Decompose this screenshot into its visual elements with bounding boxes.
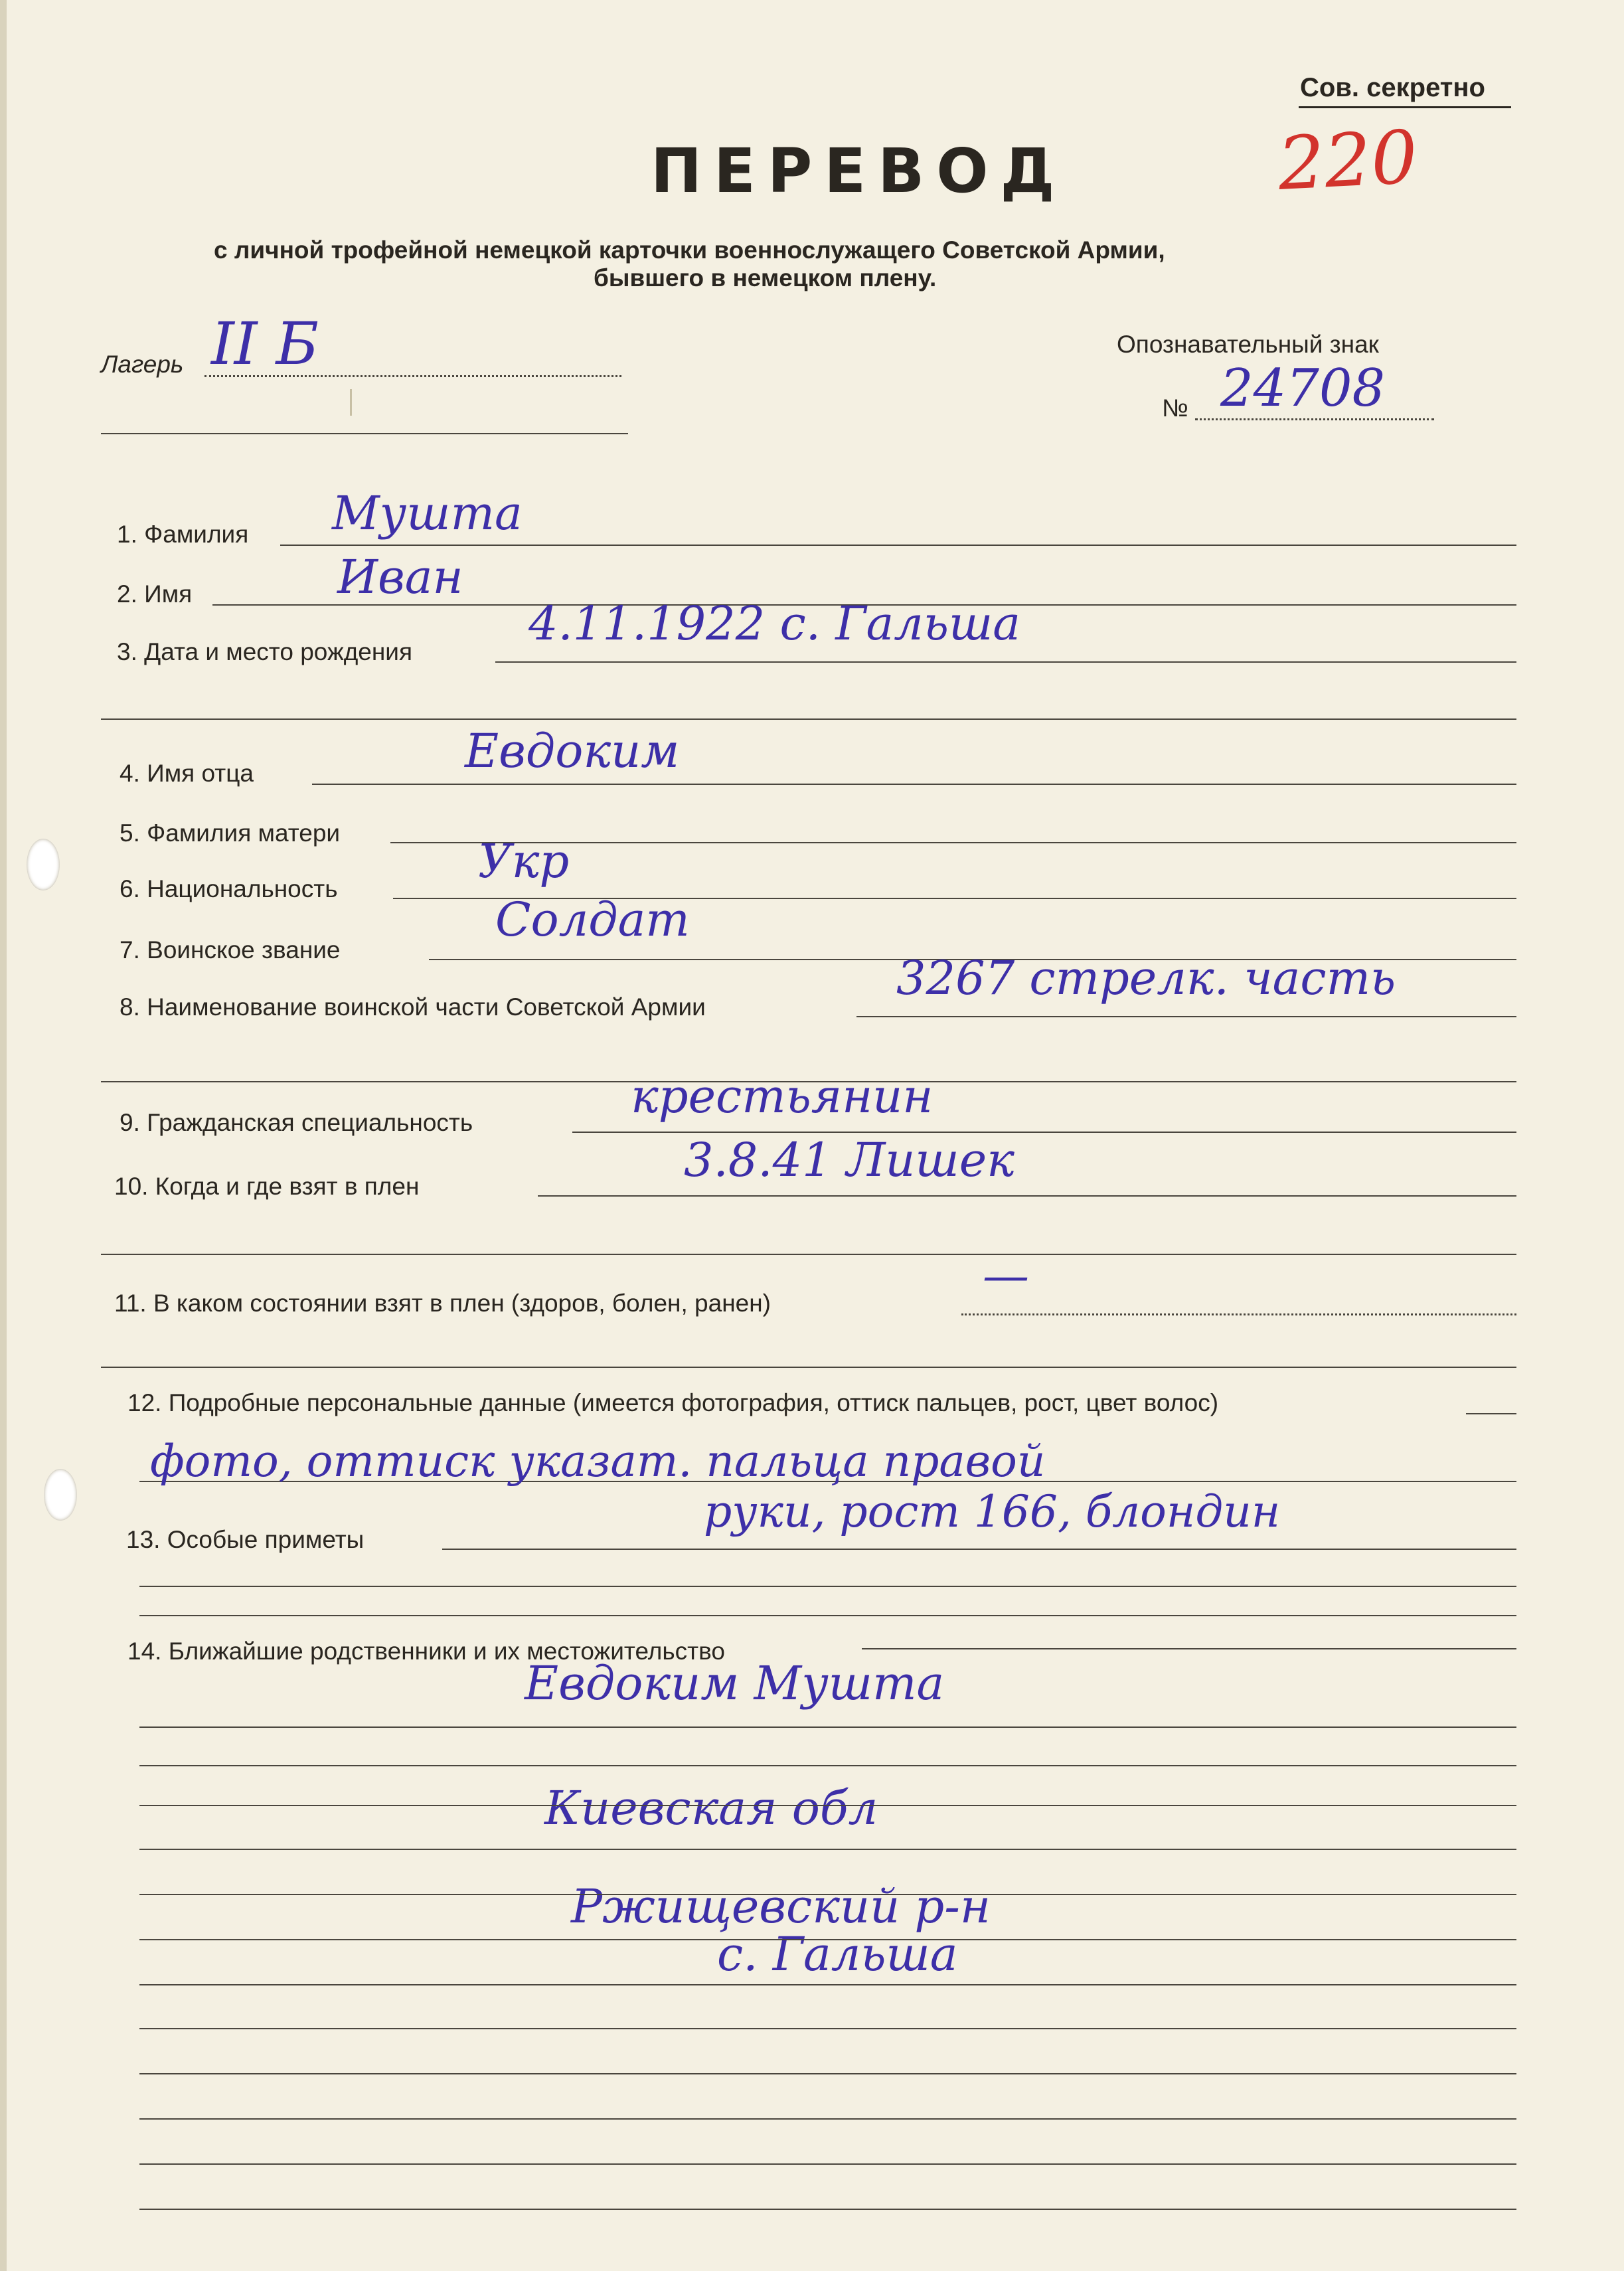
field-11-label: 11. В каком состоянии взят в плен (здоров, болен, ранен) [114,1290,771,1317]
field-13-extra-line-1 [139,1586,1516,1587]
camp-value: II Б [211,309,319,378]
field-8-label: 8. Наименование воинской части Советской Армии [120,993,706,1021]
field-1-label: 1. Фамилия [117,521,249,548]
field-11-extra-line [101,1367,1516,1368]
relatives-rule-5 [139,1894,1516,1895]
field-11-value: — [983,1248,1029,1303]
relatives-rule-10 [139,2118,1516,2120]
punch-hole-top [27,839,60,890]
field-13-label: 13. Особые приметы [126,1526,365,1553]
field-12-line [1466,1413,1516,1414]
field-8-line [856,1016,1516,1017]
ident-number-line [1195,418,1434,420]
relatives-rule-6 [139,1939,1516,1940]
field-10-line [538,1195,1516,1197]
field-9-label: 9. Гражданская специальность [120,1109,473,1136]
relatives-rule-4 [139,1849,1516,1850]
field-14-value-4: с. Гальша [717,1927,958,1981]
field-9-value: крестьянин [631,1069,934,1124]
field-7-label: 7. Воинское звание [120,936,341,964]
field-14-value-1: Евдоким Мушта [525,1656,945,1711]
classification-label: Сов. секретно [1300,73,1485,102]
field-10-value: 3.8.41 Лишек [684,1133,1015,1187]
field-6-label: 6. Национальность [120,875,338,902]
relatives-rule-8 [139,2028,1516,2029]
field-14-label: 14. Ближайшие родственники и их местожительство [127,1638,725,1665]
field-1-value: Мушта [332,486,523,541]
field-1-line [280,545,1516,546]
field-5-label: 5. Фамилия матери [120,819,341,847]
camp-label: Лагерь [101,351,184,378]
field-3-extra-line [101,718,1516,720]
field-4-value: Евдоким [465,724,680,778]
field-13-value: руки, рост 166, блондин [704,1486,1281,1537]
relatives-rule-12 [139,2209,1516,2210]
subtitle-line-2: бывшего в немецком плену. [594,264,937,292]
field-2-label: 2. Имя [117,580,193,608]
field-12-label: 12. Подробные персональные данные (имеется фотография, оттиск пальцев, рост, цвет волос) [127,1389,1219,1416]
document-title: ПЕРЕВОД [651,135,1067,207]
archive-number: 220 [1275,114,1420,207]
field-14-value-2: Киевская обл [544,1781,878,1835]
field-13-extra-line-2 [139,1615,1516,1616]
field-4-line [312,784,1516,785]
field-7-value: Солдат [495,892,690,947]
field-3-value: 4.11.1922 с. Гальша [528,596,1021,651]
scan-edge [0,0,7,2271]
relatives-rule-9 [139,2073,1516,2074]
camp-extra-line [101,433,628,434]
field-14-value-3: Ржищевский р-н [571,1879,991,1934]
field-14-line [862,1648,1516,1649]
field-3-line [495,661,1516,663]
field-6-value: Укр [478,834,570,888]
ident-label: Опознавательный знак [1117,331,1379,358]
relatives-rule-2 [139,1765,1516,1766]
subtitle-line-1: с личной трофейной немецкой карточки военнослужащего Советской Армии, [214,236,1165,264]
paper-crease [350,389,352,416]
field-12-value: фото, оттиск указат. пальца правой [150,1436,1046,1487]
field-8-value: 3267 стрелк. часть [896,951,1396,1005]
relatives-rule-1 [139,1726,1516,1728]
field-4-label: 4. Имя отца [120,760,254,787]
relatives-rule-3 [139,1805,1516,1806]
field-11-line [961,1313,1516,1315]
field-13-line [442,1549,1516,1550]
field-2-value: Иван [337,550,463,604]
punch-hole-bottom [44,1469,77,1521]
ident-number-prefix: № [1162,394,1188,422]
relatives-rule-11 [139,2163,1516,2165]
field-10-extra-line [101,1254,1516,1255]
ident-number-value: 24708 [1220,359,1386,418]
field-3-label: 3. Дата и место рождения [117,638,412,665]
relatives-rule-7 [139,1984,1516,1985]
field-10-label: 10. Когда и где взят в плен [114,1173,420,1200]
classification-underline [1299,106,1511,108]
